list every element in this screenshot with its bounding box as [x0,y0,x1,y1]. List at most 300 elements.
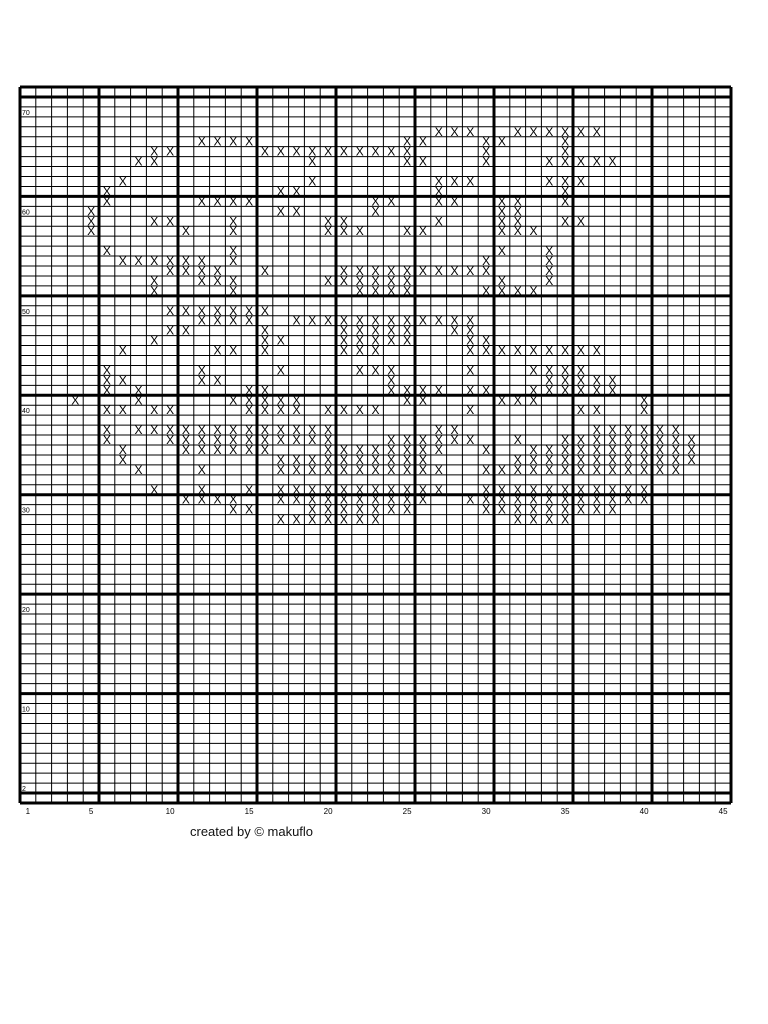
stitch-mark: X [450,433,459,448]
stitch-mark: X [355,452,364,467]
stitch-mark: X [102,194,111,209]
stitch-mark: X [355,363,364,378]
stitch-mark: X [245,423,254,438]
stitch-mark: X [592,154,601,169]
x-tick-label: 30 [481,807,491,816]
stitch-mark: X [260,144,269,159]
stitch-mark: X [418,224,427,239]
stitch-mark: X [482,343,491,358]
stitch-mark: X [608,462,617,477]
stitch-mark: X [197,442,206,457]
stitch-mark: X [102,383,111,398]
stitch-mark: X [87,204,96,219]
stitch-mark: X [229,442,238,457]
stitch-mark: X [624,482,633,497]
stitch-mark: X [592,442,601,457]
stitch-mark: X [276,462,285,477]
stitch-mark: X [403,452,412,467]
stitch-mark: X [450,263,459,278]
stitch-mark: X [371,363,380,378]
stitch-mark: X [387,313,396,328]
stitch-mark: X [450,313,459,328]
y-tick-label: 70 [22,109,30,117]
stitch-mark: X [229,194,238,209]
stitch-mark: X [497,283,506,298]
stitch-mark: X [166,303,175,318]
stitch-mark: X [529,482,538,497]
stitch-mark: X [592,482,601,497]
stitch-mark: X [545,462,554,477]
stitch-mark: X [118,442,127,457]
stitch-mark: X [308,313,317,328]
stitch-mark: X [229,134,238,149]
stitch-mark: X [134,254,143,269]
stitch-mark: X [640,433,649,448]
stitch-mark: X [134,154,143,169]
stitch-mark: X [545,244,554,259]
stitch-mark: X [403,393,412,408]
stitch-mark: X [229,423,238,438]
stitch-mark: X [513,214,522,229]
stitch-mark: X [118,373,127,388]
stitch-mark: X [308,154,317,169]
stitch-mark: X [497,134,506,149]
stitch-mark: X [150,254,159,269]
stitch-mark: X [134,423,143,438]
stitch-mark: X [513,482,522,497]
stitch-mark: X [592,403,601,418]
stitch-mark: X [576,154,585,169]
stitch-mark: X [497,502,506,517]
stitch-mark: X [545,254,554,269]
stitch-mark: X [355,323,364,338]
stitch-mark: X [561,343,570,358]
stitch-mark: X [245,502,254,517]
stitch-mark: X [434,194,443,209]
stitch-mark: X [450,174,459,189]
stitch-mark: X [197,482,206,497]
stitch-mark: X [434,184,443,199]
stitch-mark: X [276,423,285,438]
stitch-mark: X [482,283,491,298]
stitch-mark: X [308,452,317,467]
stitch-mark: X [213,373,222,388]
stitch-mark: X [339,492,348,507]
stitch-mark: X [276,204,285,219]
stitch-mark: X [482,502,491,517]
stitch-mark: X [529,492,538,507]
stitch-mark: X [403,283,412,298]
stitch-mark: X [403,313,412,328]
stitch-mark: X [403,323,412,338]
stitch-mark: X [339,323,348,338]
stitch-mark: X [403,263,412,278]
stitch-mark: X [371,482,380,497]
stitch-mark: X [166,433,175,448]
stitch-mark: X [466,433,475,448]
stitch-mark: X [387,323,396,338]
stitch-mark: X [561,184,570,199]
stitch-mark: X [497,244,506,259]
stitch-mark: X [197,194,206,209]
stitch-mark: X [482,482,491,497]
stitch-mark: X [324,502,333,517]
stitch-mark: X [355,263,364,278]
stitch-mark: X [592,383,601,398]
stitch-mark: X [387,462,396,477]
stitch-mark: X [118,403,127,418]
stitch-mark: X [403,433,412,448]
stitch-mark: X [450,423,459,438]
stitch-mark: X [181,263,190,278]
stitch-mark: X [640,393,649,408]
stitch-mark: X [592,124,601,139]
stitch-mark: X [403,383,412,398]
stitch-mark: X [245,442,254,457]
stitch-mark: X [561,214,570,229]
stitch-mark: X [513,393,522,408]
stitch-mark: X [403,482,412,497]
x-tick-label: 20 [323,807,333,816]
stitch-mark: X [561,134,570,149]
stitch-mark: X [355,333,364,348]
stitch-mark: X [197,273,206,288]
stitch-mark: X [355,224,364,239]
stitch-mark: X [387,273,396,288]
stitch-mark: X [403,154,412,169]
stitch-mark: X [561,124,570,139]
stitch-mark: X [339,343,348,358]
stitch-mark: X [513,124,522,139]
stitch-mark: X [229,343,238,358]
stitch-mark: X [213,263,222,278]
y-tick-label: 20 [22,607,30,615]
stitch-mark: X [292,204,301,219]
stitch-mark: X [529,452,538,467]
stitch-mark: X [513,204,522,219]
stitch-mark: X [118,452,127,467]
stitch-mark: X [229,303,238,318]
stitch-mark: X [545,363,554,378]
stitch-mark: X [497,273,506,288]
stitch-mark: X [150,403,159,418]
stitch-mark: X [561,462,570,477]
stitch-mark: X [229,244,238,259]
x-tick-label: 35 [560,807,570,816]
stitch-mark: X [229,254,238,269]
x-tick-label: 40 [639,807,649,816]
stitch-mark: X [371,194,380,209]
stitch-mark: X [576,383,585,398]
stitch-mark: X [387,144,396,159]
stitch-mark: X [276,393,285,408]
stitch-mark: X [529,383,538,398]
stitch-mark: X [387,363,396,378]
stitch-mark: X [434,263,443,278]
stitch-mark: X [166,423,175,438]
stitch-mark: X [418,134,427,149]
stitch-mark: X [324,224,333,239]
stitch-mark: X [592,492,601,507]
stitch-mark: X [576,403,585,418]
stitch-mark: X [608,442,617,457]
stitch-mark: X [655,442,664,457]
stitch-mark: X [355,512,364,527]
stitch-mark: X [371,323,380,338]
stitch-mark: X [197,462,206,477]
stitch-mark: X [434,383,443,398]
stitch-mark: X [687,433,696,448]
stitch-mark: X [308,174,317,189]
x-tick-label: 1 [25,807,31,816]
stitch-mark: X [181,423,190,438]
stitch-mark: X [450,124,459,139]
stitch-mark: X [545,174,554,189]
stitch-mark: X [371,204,380,219]
stitch-mark: X [387,442,396,457]
stitch-mark: X [181,442,190,457]
stitch-mark: X [592,433,601,448]
stitch-mark: X [418,313,427,328]
stitch-mark: X [87,224,96,239]
stitch-mark: X [339,263,348,278]
stitch-mark: X [308,512,317,527]
stitch-mark: X [339,462,348,477]
stitch-mark: X [324,442,333,457]
stitch-mark: X [640,403,649,418]
stitch-mark: X [576,433,585,448]
stitch-mark: X [260,323,269,338]
stitch-mark: X [118,254,127,269]
stitch-mark: X [513,224,522,239]
stitch-mark: X [387,383,396,398]
stitch-mark: X [355,273,364,288]
stitch-mark: X [150,283,159,298]
stitch-mark: X [150,144,159,159]
stitch-mark: X [355,462,364,477]
stitch-mark: X [245,433,254,448]
stitch-mark: X [576,363,585,378]
stitch-mark: X [102,433,111,448]
stitch-mark: X [355,403,364,418]
stitch-mark: X [339,512,348,527]
stitch-mark: X [529,283,538,298]
stitch-mark: X [229,492,238,507]
stitch-mark: X [276,144,285,159]
stitch-mark: X [561,194,570,209]
stitch-mark: X [529,512,538,527]
stitch-mark: X [371,313,380,328]
stitch-mark: X [355,313,364,328]
stitch-mark: X [276,403,285,418]
stitch-mark: X [561,154,570,169]
stitch-mark: X [197,303,206,318]
stitch-mark: X [197,363,206,378]
stitch-mark: X [482,442,491,457]
stitch-mark: X [513,343,522,358]
stitch-mark: X [561,482,570,497]
stitch-mark: X [497,462,506,477]
stitch-mark: X [71,393,80,408]
stitch-mark: X [387,333,396,348]
stitch-mark: X [608,482,617,497]
stitch-mark: X [592,373,601,388]
stitch-mark: X [466,343,475,358]
stitch-mark: X [403,502,412,517]
stitch-mark: X [497,482,506,497]
stitch-mark: X [308,482,317,497]
stitch-mark: X [482,333,491,348]
stitch-mark: X [213,423,222,438]
stitch-mark: X [181,224,190,239]
stitch-mark: X [482,154,491,169]
stitch-mark: X [671,442,680,457]
stitch-mark: X [260,442,269,457]
stitch-mark: X [292,462,301,477]
stitch-mark: X [640,482,649,497]
stitch-mark: X [260,333,269,348]
stitch-mark: X [529,462,538,477]
stitch-mark: X [434,313,443,328]
stitch-mark: X [276,492,285,507]
x-tick-label: 10 [165,807,175,816]
stitch-mark: X [324,433,333,448]
stitch-mark: X [276,512,285,527]
stitch-mark: X [576,442,585,457]
stitch-mark: X [213,433,222,448]
stitch-mark: X [229,224,238,239]
stitch-mark: X [561,492,570,507]
stitch-mark: X [513,433,522,448]
stitch-mark: X [655,433,664,448]
stitch-mark: X [450,323,459,338]
stitch-mark: X [513,452,522,467]
stitch-mark: X [624,433,633,448]
stitch-mark: X [292,512,301,527]
stitch-mark: X [260,303,269,318]
stitch-mark: X [371,263,380,278]
stitch-mark: X [576,502,585,517]
stitch-mark: X [671,452,680,467]
stitch-mark: X [229,313,238,328]
stitch-mark: X [513,492,522,507]
stitch-mark: X [166,263,175,278]
x-tick-label: 45 [718,807,728,816]
stitch-mark: X [355,492,364,507]
stitch-mark: X [576,214,585,229]
stitch-mark: X [213,273,222,288]
stitch-mark: X [324,462,333,477]
stitch-mark: X [245,313,254,328]
stitch-mark: X [513,283,522,298]
stitch-mark: X [545,442,554,457]
stitch-mark: X [324,423,333,438]
stitch-mark: X [655,462,664,477]
stitch-mark: X [292,482,301,497]
stitch-mark: X [529,124,538,139]
stitch-mark: X [308,502,317,517]
stitch-mark: X [434,423,443,438]
stitch-mark: X [466,492,475,507]
stitch-mark: X [181,254,190,269]
stitch-mark: X [418,482,427,497]
y-axis-labels [22,110,30,793]
stitch-mark: X [655,423,664,438]
stitch-mark: X [482,462,491,477]
stitch-mark: X [529,363,538,378]
x-axis-labels [26,807,728,816]
stitch-mark: X [640,442,649,457]
stitch-mark: X [576,124,585,139]
stitch-mark: X [387,283,396,298]
stitch-mark: X [418,433,427,448]
stitch-mark: X [308,462,317,477]
stitch-mark: X [276,452,285,467]
stitch-mark: X [245,482,254,497]
stitch-mark: X [529,393,538,408]
stitch-mark: X [418,393,427,408]
stitch-mark: X [197,373,206,388]
stitch-mark: X [403,442,412,457]
stitch-mark: X [324,144,333,159]
stitch-mark: X [592,462,601,477]
stitch-mark: X [624,423,633,438]
credit-text: created by © makuflo [190,824,314,839]
stitch-mark: X [166,214,175,229]
stitch-mark: X [371,283,380,298]
stitch-mark: X [434,214,443,229]
stitch-mark: X [292,403,301,418]
stitch-mark: X [671,462,680,477]
stitch-mark: X [545,124,554,139]
stitch-mark: X [561,512,570,527]
stitch-mark: X [371,403,380,418]
stitch-mark: X [197,134,206,149]
stitch-mark: X [150,482,159,497]
stitch-mark: X [561,383,570,398]
stitch-mark: X [260,393,269,408]
stitch-mark: X [355,283,364,298]
stitch-mark: X [466,363,475,378]
stitch-mark: X [339,403,348,418]
stitch-mark: X [260,263,269,278]
stitch-mark: X [260,403,269,418]
stitch-mark: X [466,124,475,139]
stitch-mark: X [339,452,348,467]
stitch-mark: X [561,452,570,467]
stitch-mark: X [134,462,143,477]
stitch-mark: X [671,433,680,448]
stitch-mark: X [371,273,380,288]
stitch-mark: X [529,343,538,358]
stitch-mark: X [624,452,633,467]
stitch-mark: X [513,194,522,209]
stitch-mark: X [576,343,585,358]
stitch-mark: X [260,423,269,438]
stitch-mark: X [229,214,238,229]
stitch-mark: X [608,383,617,398]
stitch-mark: X [466,263,475,278]
stitch-mark: X [213,303,222,318]
stitch-mark: X [513,462,522,477]
stitch-mark: X [529,442,538,457]
stitch-mark: X [276,433,285,448]
stitch-mark: X [576,452,585,467]
stitch-mark: X [482,383,491,398]
stitch-mark: X [387,433,396,448]
stitch-mark: X [197,433,206,448]
y-tick-label: 2 [22,786,26,794]
